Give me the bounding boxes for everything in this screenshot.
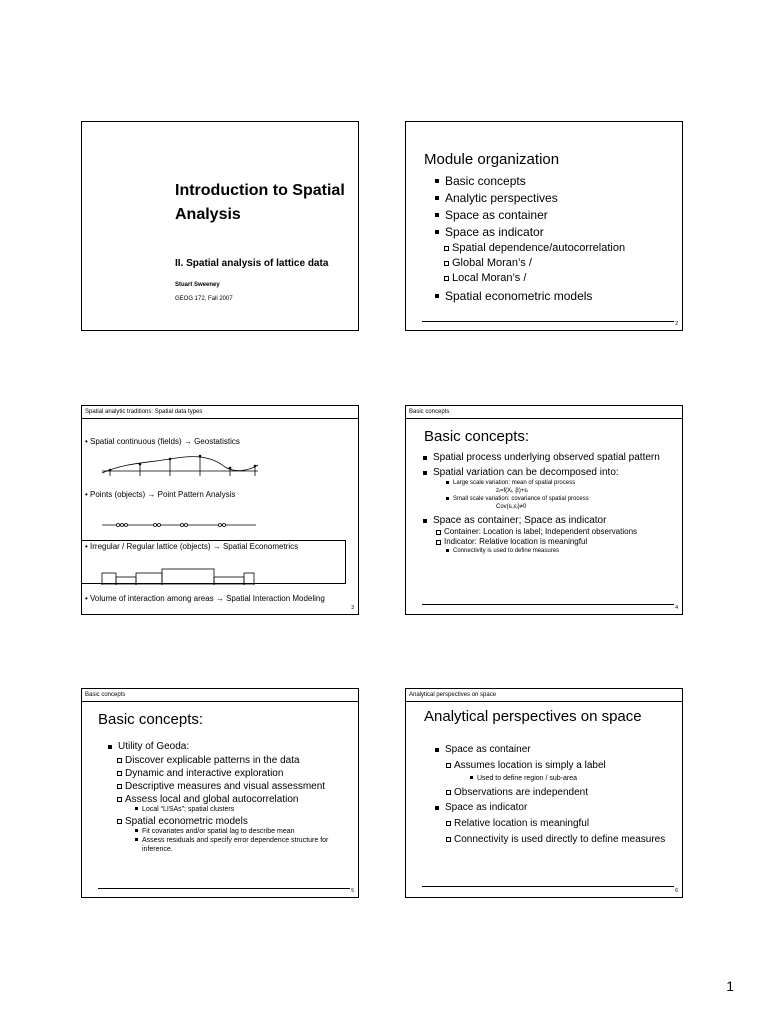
sub-list-item: Container: Location is label; Independent observations (436, 527, 667, 537)
formula: zᵢ=f(Xᵢ, β)+εᵢ (496, 488, 528, 494)
slide-2 (405, 121, 683, 331)
list-item: Utility of Geoda: (107, 741, 347, 753)
sub-list-item: Indicator: Relative location is meaningful (436, 537, 667, 547)
sub-sub-list-item: Assess residuals and specify error dependence structure for inference. (135, 836, 347, 854)
sub-sub-list-item: Local “LISAs”: spatial clusters (135, 805, 347, 814)
sub-list-item: Spatial econometric models (117, 816, 347, 827)
sub-list-item: Assumes location is simply a label (446, 760, 674, 772)
bullet-list (434, 173, 680, 305)
slide-page-number: 3 (351, 605, 354, 611)
footer-rule (422, 886, 674, 887)
data-type-row: • Spatial continuous (fields) → Geostatistics (85, 437, 240, 446)
course: GEOG 172, Fall 2007 (175, 296, 233, 302)
list-item: Basic concepts (434, 173, 680, 190)
list-item: Analytic perspectives (434, 190, 680, 207)
slide-title: Basic concepts: (424, 428, 530, 445)
slide-5 (81, 688, 359, 898)
slide-6 (405, 688, 683, 898)
sub-list-item: Connectivity is used directly to define measures (446, 834, 674, 846)
sub-sub-list-item: Connectivity is used to define measures (446, 547, 667, 555)
slide-title: Analytical perspectives on space (424, 708, 642, 725)
slide-subtitle: II. Spatial analysis of lattice data (175, 258, 329, 269)
data-type-row: • Volume of interaction among areas → Spatial Interaction Modeling (85, 594, 325, 603)
sub-sub-list-item: Small scale variation: covariance of spatial process (446, 495, 667, 503)
point-pattern-graphic (100, 520, 260, 530)
sub-list-item: Relative location is meaningful (446, 818, 674, 830)
bullet-list (422, 452, 667, 555)
sub-list-item: Local Moran’s / (444, 271, 680, 286)
list-item: Space as indicator (434, 802, 674, 814)
sub-list-item: Dynamic and interactive exploration (117, 768, 347, 779)
footer-rule (422, 321, 674, 322)
list-item: Spatial process underlying observed spatial pattern (422, 452, 667, 463)
slide-4 (405, 405, 683, 615)
list-item: Spatial variation can be decomposed into: (422, 467, 667, 478)
sub-list-item: Assess local and global autocorrelation (117, 794, 347, 805)
slide-1 (81, 121, 359, 331)
page-number: 1 (726, 978, 734, 994)
slide-page-number: 4 (675, 605, 678, 611)
sub-list-item: Global Moran’s / (444, 256, 680, 271)
list-item: Space as container; Space as indicator (422, 515, 667, 526)
field-curve-graphic (100, 451, 260, 479)
slide-title: Introduction to Spatial Analysis (175, 182, 345, 223)
sub-sub-list-item: Used to define region / sub-area (470, 774, 674, 783)
slide-title: Module organization (424, 151, 560, 168)
sub-list-item: Discover explicable patterns in the data (117, 755, 347, 766)
sub-list-item: Descriptive measures and visual assessment (117, 781, 347, 792)
footer-rule (98, 888, 350, 889)
list-item: Space as container (434, 207, 680, 224)
lattice-graphic (100, 567, 260, 585)
slide-header: Spatial analytic traditions: Spatial data types (82, 406, 358, 419)
bullet-list (434, 741, 674, 846)
slide-page-number: 6 (675, 888, 678, 894)
slide-page-number: 5 (351, 888, 354, 894)
list-item: Spatial econometric models (434, 288, 680, 305)
author: Stuart Sweeney (175, 282, 220, 288)
footer-rule (422, 604, 674, 605)
sub-list-item: Observations are independent (446, 787, 674, 799)
slide-3 (81, 405, 359, 615)
data-type-row: • Irregular / Regular lattice (objects) → Spatial Econometrics (85, 542, 299, 551)
slide-header: Basic concepts (82, 689, 358, 702)
sub-sub-list-item: Large scale variation: mean of spatial process (446, 479, 667, 487)
sub-list-item: Spatial dependence/autocorrelation (444, 241, 680, 256)
bullet-list (107, 741, 347, 854)
slide-title: Basic concepts: (98, 711, 204, 728)
formula: Cov(εᵢ,εⱼ)≠0 (496, 504, 527, 510)
slide-header: Basic concepts (406, 406, 682, 419)
data-type-row: • Points (objects) → Point Pattern Analysis (85, 490, 236, 499)
list-item: Space as indicator (434, 224, 680, 241)
list-item: Space as container (434, 744, 674, 756)
slide-page-number: 2 (675, 321, 678, 327)
sub-sub-list-item: Fit covariates and/or spatial lag to describe mean (135, 827, 347, 836)
slide-header: Analytical perspectives on space (406, 689, 682, 702)
